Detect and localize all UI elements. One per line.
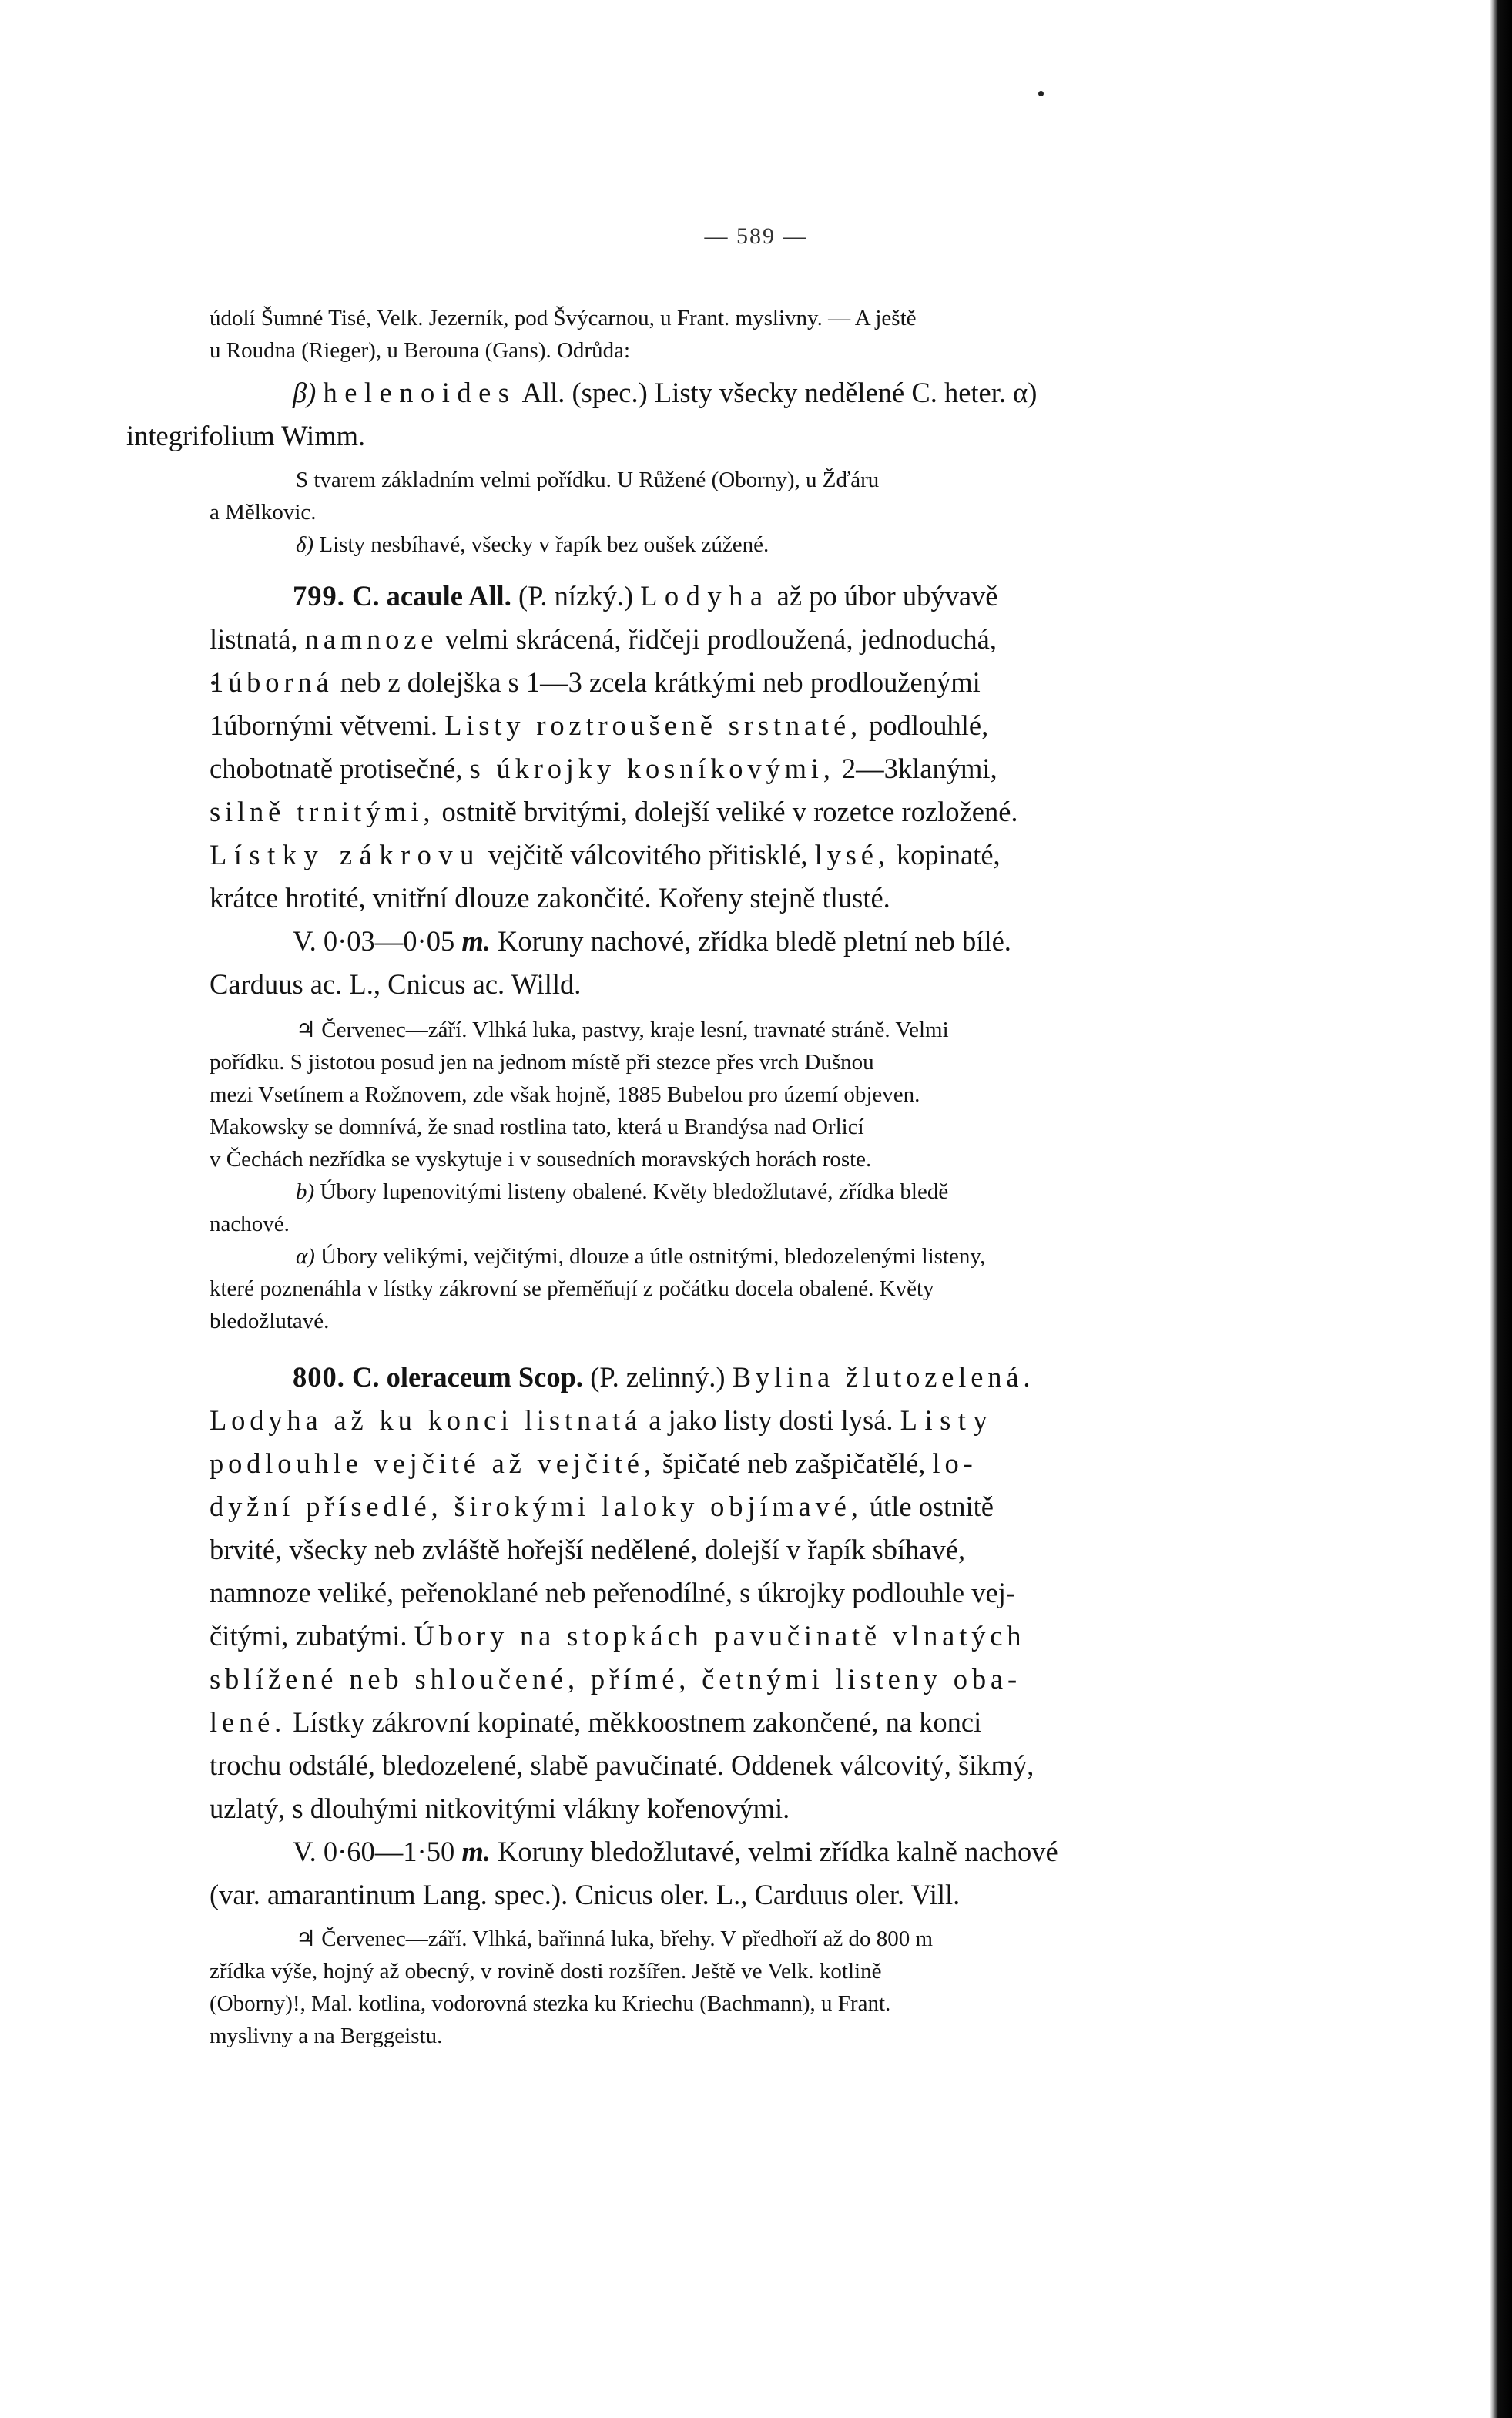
- variety-marker: b): [296, 1179, 315, 1204]
- text-line: integrifolium Wimm.: [126, 420, 366, 451]
- text-line: ♃ Červenec—září. Vlhká, bařinná luka, břehy. V předhoří až do 800 m: [296, 1927, 934, 1951]
- variety-description: All. (spec.) Listy všecky nedělené C. heter. α): [521, 377, 1038, 408]
- text-line: brvité, všecky neb zvláště hořejší nedělené, dolejší v řapík sbíhavé,: [210, 1534, 966, 1565]
- text-line: myslivny a na Berggeistu.: [210, 2024, 443, 2048]
- variety-beta: [126, 371, 1288, 458]
- text-line: pořídku. S jistotou posud jen na jednom místě při stezce přes vrch Dušnou: [210, 1050, 874, 1075]
- text-run: čitými, zubatými.: [210, 1620, 407, 1652]
- text-line: [210, 1240, 1288, 1273]
- variety-marker: α): [296, 1244, 315, 1269]
- text-line: bledožlutavé.: [210, 1309, 330, 1333]
- text-line: [210, 575, 1288, 618]
- text-run: ostnitě brvitými, dolejší veliké v rozetce rozložené.: [441, 796, 1018, 827]
- text-line: u Roudna (Rieger), u Berouna (Gans). Odrůda:: [210, 338, 631, 363]
- text-run: neb z dolejška s 1—3 zcela krátkými neb prodlouženými: [340, 666, 981, 698]
- species-name: C. acaule All.: [352, 580, 511, 612]
- variety-marker: δ): [296, 532, 314, 557]
- text-line: [210, 833, 1288, 877]
- term: lysé,: [814, 839, 890, 870]
- text-line: zřídka výše, hojný až obecný, v rovině dosti rozšířen. Ještě ve Velk. kotlině: [210, 1959, 882, 1984]
- text-line: [210, 1615, 1288, 1658]
- text-run: 2—3klanými,: [841, 753, 997, 784]
- text-line: nachové.: [210, 1212, 290, 1236]
- spacer: [210, 1337, 1288, 1356]
- text-line: [210, 1175, 1288, 1208]
- term: Úbory na stopkách pavučinatě vlnatých: [414, 1620, 1026, 1652]
- text-line: [210, 1701, 1288, 1744]
- text-line: [210, 618, 1288, 661]
- text-line: údolí Šumné Tisé, Velk. Jezerník, pod Švýcarnou, u Frant. myslivny. — A ještě: [210, 306, 917, 330]
- text-run: až po úbor ubývavě: [776, 580, 998, 612]
- species-799: [210, 575, 1288, 1006]
- text-line: uzlatý, s dlouhými nitkovitými vlákny kořenovými.: [210, 1793, 790, 1824]
- ink-speck: [1038, 91, 1044, 96]
- text-line: [210, 1485, 1288, 1528]
- term: lo-: [932, 1447, 977, 1479]
- variety-b: [210, 1175, 1288, 1240]
- height-range: V. 0·60—1·50: [293, 1836, 455, 1867]
- height-range: V. 0·03—0·05: [293, 925, 455, 957]
- term: Listy roztroušeně srstnaté,: [444, 709, 862, 741]
- text-line: v Čechách nezřídka se vyskytuje i v sousedních moravských horách roste.: [210, 1147, 872, 1172]
- species-800: [210, 1356, 1288, 1917]
- common-name: (P. nízký.): [518, 580, 633, 612]
- text-run: podlouhlé,: [869, 709, 989, 741]
- term: 1úborná: [210, 666, 334, 698]
- term: s úkrojky kosníkovými,: [469, 753, 835, 784]
- variety-name: helenoides: [323, 377, 517, 408]
- text-line: [210, 1442, 1288, 1485]
- term: lené.: [210, 1706, 287, 1738]
- text-line: S tvarem základním velmi pořídku. U Růžené (Oborny), u Žďáru: [296, 468, 880, 492]
- text-line: Makowsky se domnívá, že snad rostlina tato, která u Brandýsa nad Orlicí: [210, 1115, 864, 1139]
- text-run: Lístky zákrovní kopinaté, měkkoostnem zakončené, na konci: [293, 1706, 982, 1738]
- term: Listy: [900, 1404, 995, 1436]
- term: Bylina žlutozelená.: [732, 1361, 1035, 1393]
- text-line: namnoze veliké, peřenoklané neb peřenodílné, s úkrojky podlouhle vej-: [210, 1577, 1015, 1608]
- text-run: listnatá,: [210, 623, 298, 655]
- term: Lístky zákrovu: [210, 839, 481, 870]
- text-line: sblížené neb shloučené, přímé, četnými listeny oba-: [210, 1663, 1021, 1695]
- text-line: (Oborny)!, Mal. kotlina, vodorovná stezka ku Kriechu (Bachmann), u Frant.: [210, 1991, 891, 2016]
- page-number: — 589 —: [704, 223, 808, 249]
- habitat-800: [210, 1923, 1288, 2052]
- text-run: Koruny bledožlutavé, velmi zřídka kalně nachové: [498, 1836, 1058, 1867]
- page-edge-shadow: [1490, 0, 1512, 2418]
- species-number: 799.: [293, 580, 345, 612]
- text-line: trochu odstálé, bledozelené, slabě pavučinaté. Oddenek válcovitý, šikmý,: [210, 1749, 1034, 1781]
- text-line: [210, 661, 1288, 704]
- term: Lodyha až ku konci listnatá: [210, 1404, 642, 1436]
- text-run: vejčitě válcovitého přitisklé,: [488, 839, 808, 870]
- variety-marker: β): [293, 377, 317, 408]
- unit: m.: [461, 1836, 491, 1867]
- text-line: [210, 747, 1288, 790]
- text-line: mezi Vsetínem a Rožnovem, zde však hojně, 1885 Bubelou pro území objeven.: [210, 1082, 920, 1107]
- text-line: [210, 920, 1288, 963]
- text-run: útle ostnitě: [869, 1491, 994, 1522]
- habitat-799: [210, 1014, 1288, 1175]
- text-line: které poznenáhla v lístky zákrovní se přeměňují z počátku docela obalené. Květy: [210, 1276, 934, 1301]
- page-body: [126, 302, 1288, 2052]
- text-line: [210, 704, 1288, 747]
- text-run: a jako listy dosti lysá.: [649, 1404, 893, 1436]
- text-run: Úbory velikými, vejčitými, dlouze a útle ostnitými, bledozelenými listeny,: [320, 1244, 986, 1269]
- species-name: C. oleraceum Scop.: [352, 1361, 584, 1393]
- spacer: [210, 561, 1288, 575]
- species-number: 800.: [293, 1361, 345, 1393]
- text-line: krátce hrotité, vnitřní dlouze zakončité. Kořeny stejně tlusté.: [210, 882, 890, 914]
- synonyms: (var. amarantinum Lang. spec.). Cnicus oler. L., Carduus oler. Vill.: [210, 1879, 961, 1910]
- paragraph-occurrence: [210, 464, 1288, 496]
- term: dyžní přísedlé, širokými laloky objímavé,: [210, 1491, 863, 1522]
- text-run: Úbory lupenovitými listeny obalené. Květy bledožlutavé, zřídka bledě: [320, 1179, 949, 1204]
- text-line: [210, 790, 1288, 833]
- text-run: špičaté neb zašpičatělé,: [662, 1447, 926, 1479]
- variety-delta: [210, 528, 1288, 561]
- variety-alpha: [210, 1240, 1288, 1337]
- text-run: kopinaté,: [896, 839, 1001, 870]
- text-run: velmi skrácená, řidčeji prodloužená, jednoduchá,: [444, 623, 997, 655]
- text-line: [210, 1830, 1288, 1873]
- text-line: a Mělkovic.: [210, 500, 317, 525]
- text-line: [210, 1356, 1288, 1399]
- variety-description: Listy nesbíhavé, všecky v řapík bez oušek zúžené.: [319, 532, 769, 557]
- term: Lodyha: [640, 580, 770, 612]
- unit: m.: [461, 925, 491, 957]
- term: silně trnitými,: [210, 796, 435, 827]
- text-run: Koruny nachové, zřídka bledě pletní neb bílé.: [498, 925, 1011, 957]
- text-line: ♃ Červenec—září. Vlhká luka, pastvy, kraje lesní, travnaté stráně. Velmi: [296, 1018, 949, 1042]
- synonyms: Carduus ac. L., Cnicus ac. Willd.: [210, 968, 582, 1000]
- text-run: 1úbornými větvemi.: [210, 709, 438, 741]
- paragraph-localities-continued: [210, 302, 1288, 367]
- text-line: [210, 1399, 1288, 1442]
- common-name: (P. zelinný.): [590, 1361, 726, 1393]
- term: podlouhle vejčité až vejčité,: [210, 1447, 655, 1479]
- term: namnoze: [304, 623, 438, 655]
- text-run: chobotnatě protisečné,: [210, 753, 463, 784]
